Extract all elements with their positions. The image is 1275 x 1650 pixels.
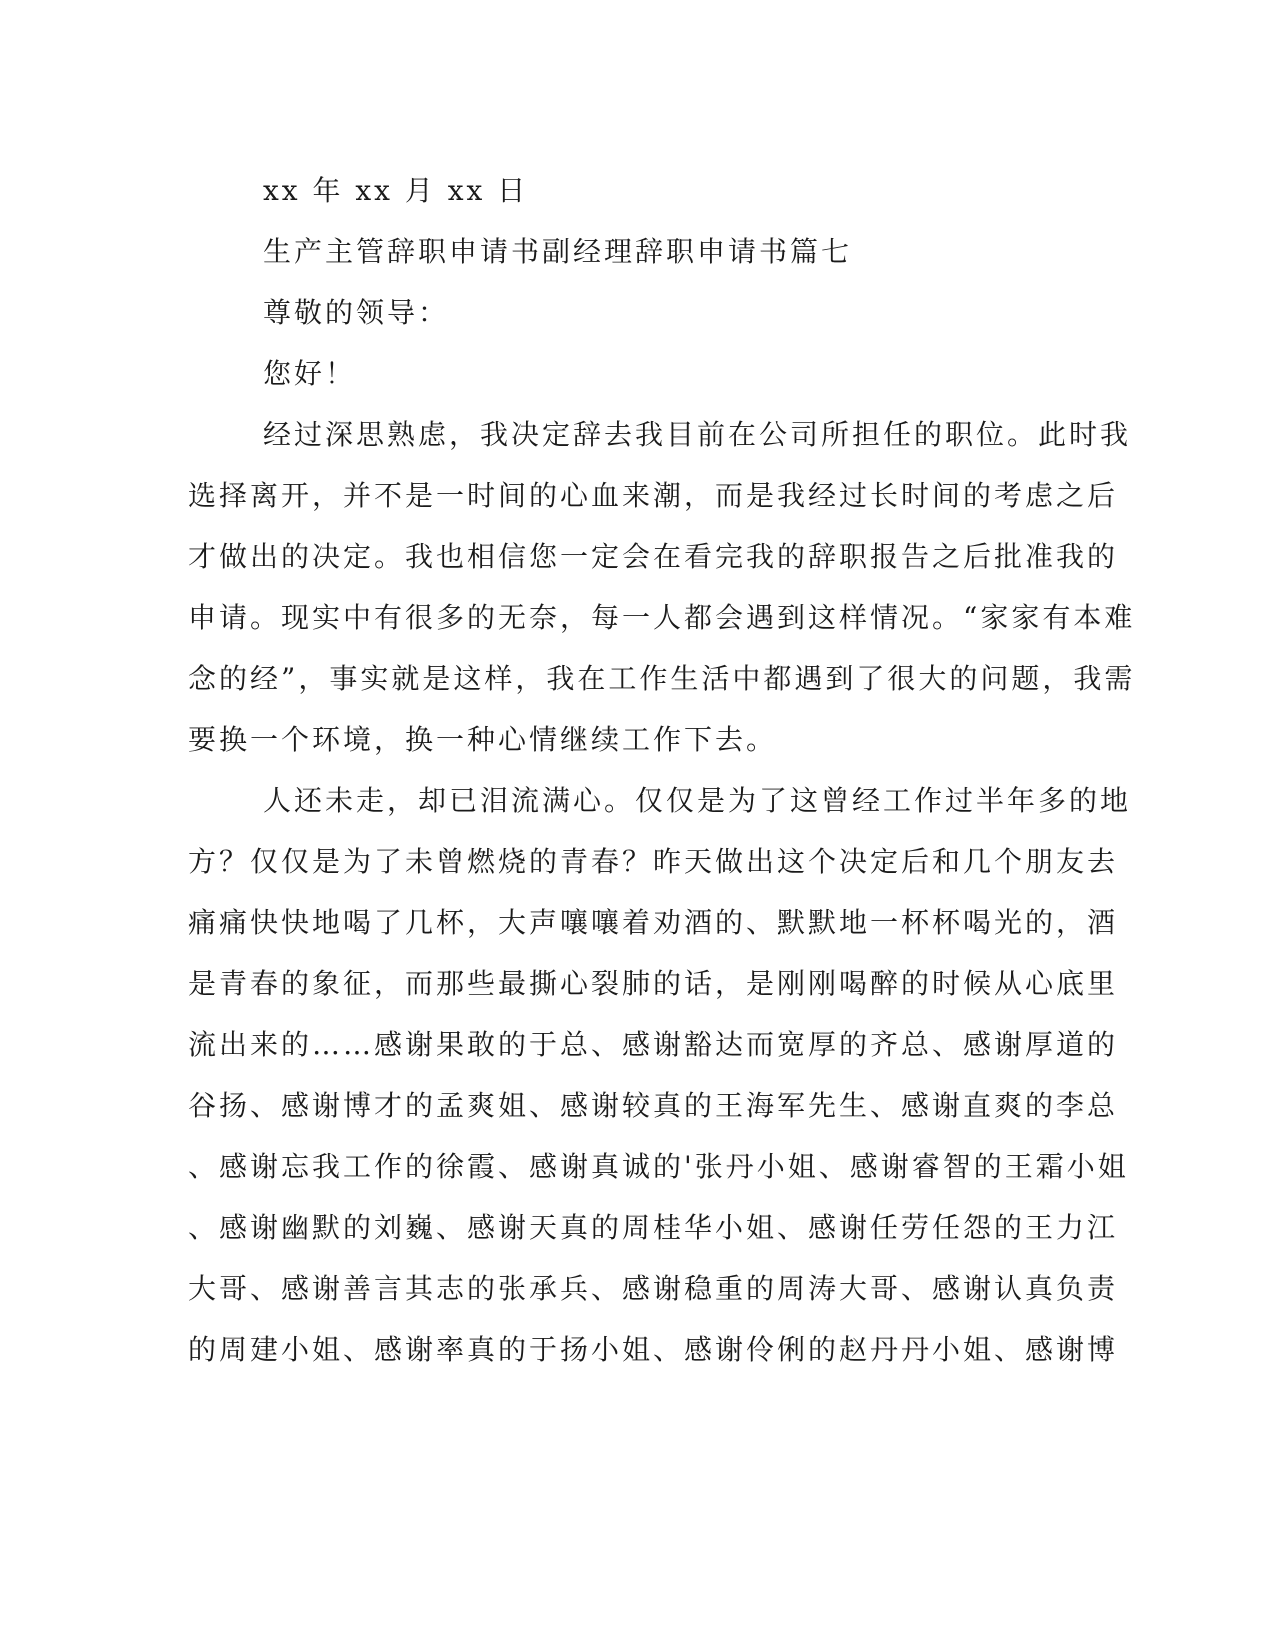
paragraph-2-line: 是青春的象征，而那些最撕心裂肺的话，是刚刚喝醉的时候从心底里 [188,967,1119,1000]
paragraph-1-line: 才做出的决定。我也相信您一定会在看完我的辞职报告之后批准我的 [188,540,1119,573]
paragraph-2-line: 痛痛快快地喝了几杯，大声嚷嚷着劝酒的、默默地一杯杯喝光的，酒 [188,906,1119,939]
document-title: 生产主管辞职申请书副经理辞职申请书篇七 [263,235,853,268]
salutation: 尊敬的领导： [263,296,450,329]
document-body [188,160,1136,1380]
paragraph-2-line: 、感谢忘我工作的徐霞、感谢真诚的'张丹小姐、感谢睿智的王霜小姐 [188,1150,1129,1183]
paragraph-2-line: 大哥、感谢善言其志的张承兵、感谢稳重的周涛大哥、感谢认真负责 [188,1272,1119,1305]
paragraph-2-line: 、感谢幽默的刘巍、感谢天真的周桂华小姐、感谢任劳任怨的王力江 [188,1211,1119,1244]
paragraph-1-line: 申请。现实中有很多的无奈，每一人都会遇到这样情况。“家家有本难 [188,601,1136,634]
greeting: 您好！ [263,357,357,390]
paragraph-1-line: 要换一个环境，换一种心情继续工作下去。 [188,723,778,756]
paragraph-2-line: 的周建小姐、感谢率真的于扬小姐、感谢伶俐的赵丹丹小姐、感谢博 [188,1333,1119,1366]
paragraph-1 [188,404,1136,770]
paragraph-1-line: 选择离开，并不是一时间的心血来潮，而是我经过长时间的考虑之后 [188,479,1119,512]
paragraph-2-line: 流出来的……感谢果敢的于总、感谢豁达而宽厚的齐总、感谢厚道的 [188,1028,1119,1061]
paragraph-1-line: 经过深思熟虑，我决定辞去我目前在公司所担任的职位。此时我 [263,418,1132,451]
paragraph-1-line: 念的经”，事实就是这样，我在工作生活中都遇到了很大的问题，我需 [188,662,1136,695]
paragraph-2-line: 谷扬、感谢博才的孟爽姐、感谢较真的王海军先生、感谢直爽的李总 [188,1089,1119,1122]
date-line: xx 年 xx 月 xx 日 [263,174,529,207]
paragraph-2-line: 人还未走，却已泪流满心。仅仅是为了这曾经工作过半年多的地 [263,784,1132,817]
paragraph-2-line: 方？仅仅是为了未曾燃烧的青春？昨天做出这个决定后和几个朋友去 [188,845,1119,878]
paragraph-2 [188,770,1132,1380]
